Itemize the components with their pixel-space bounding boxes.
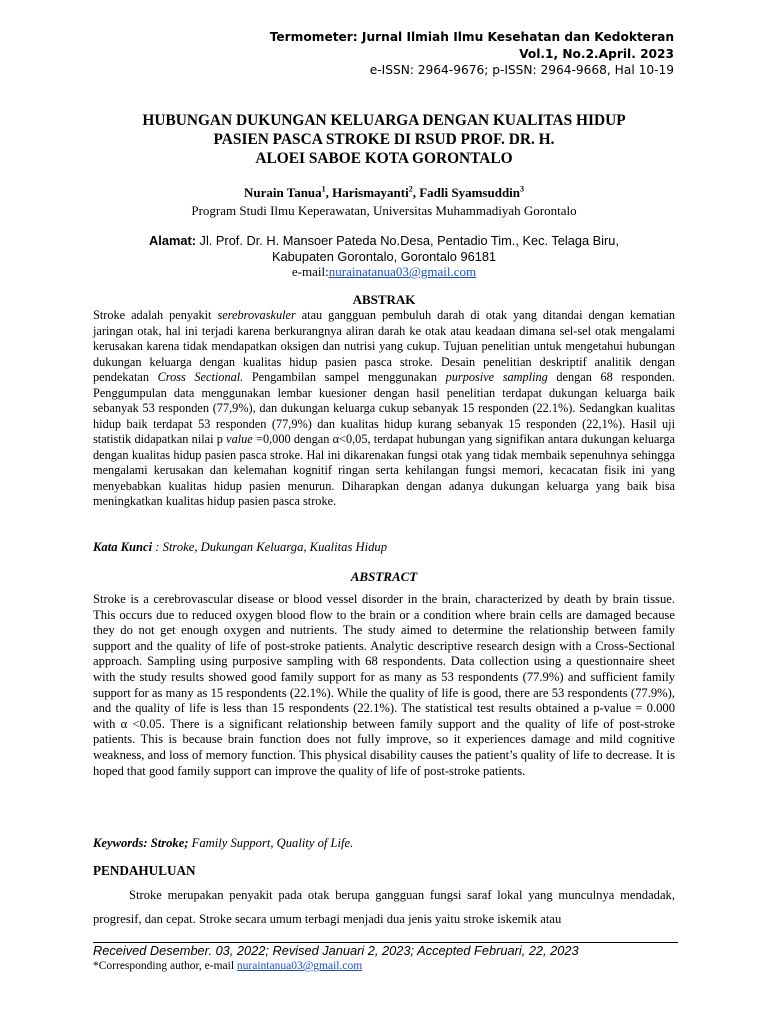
pendahuluan-text: Stroke merupakan penyakit pada otak berupa gangguan fungsi saraf lokal yang munculnya mendadak, progresif, dan cepat. Stroke secara umum terbagi menjadi dua jenis yaitu stroke iskemik atau: [93, 888, 675, 926]
pendahuluan-heading: PENDAHULUAN: [93, 863, 196, 878]
affiliation: Program Studi Ilmu Keperawatan, Universitas Muhammadiyah Gorontalo: [191, 203, 577, 218]
received-dates: Received Desember. 03, 2022; Revised Januari 2, 2023; Accepted Februari, 22, 2023: [93, 943, 579, 958]
abstrak-heading: ABSTRAK: [352, 292, 416, 307]
abstrak-text: Stroke adalah penyakit serebrovaskuler atau gangguan pembuluh darah di otak yang ditandai dengan kematian jaringan otak, hal ini terjadi karena berkurangnya aliran darah ke otak atau keadaan dimana sel-sel otak mengalami kerusakan karena tidak mendapatkan oksigen dan nutrisi yang cukup. Tujuan penelitian untuk mengetahui hubungan dukungan keluarga dengan kualitas hidup pasien pasca stroke. Desain penelitian deskriptif analitik dengan pendekatan Cross Sectional. Pengambilan sampel menggunakan purposive sampling dengan 68 responden. Penggumpulan data menggunakan lembar kuesioner dengan hasil penelitian terdapat dukungan keluarga baik sebanyak 53 responden (77,9%), dan dukungan keluarga cukup sebanyak 15 responden (22.1%). Sedangkan kualitas hidup baik terdapat 53 responden (77,9%) dan kualitas hidup kurang sebanyak 15 responden (22,1%). Hasil uji statistik didapatkan nilai p value =0,000 dengan α<0,05, terdapat hubungan yang signifikan antara dukungan keluarga dengan kualitas hidup pasien pasca stroke. Hal ini dikarenakan fungsi otak yang tidak membaik sepenuhnya sehingga mengalami kerusakan dan kelemahan kognitif ringan serta kehilangan fungsi memori, kecacatan fisik ini yang menyebabkan kualitas hidup pasien menurun. Diharapkan dengan adanya dukungan keluarga yang baik bisa meningkatkan kualitas hidup pasien pasca stroke.: [93, 308, 675, 508]
abstract-text: Stroke is a cerebrovascular disease or blood vessel disorder in the brain, characterized by death by brain tissue. This occurs due to reduced oxygen blood flow to the brain or a condition where brain cells are damaged because they do not get enough oxygen and nutrients. The study aimed to determine the relationship between family support and the quality of life of post-stroke patients. Analytic descriptive research design with a Cross-Sectional approach. Sampling using purposive sampling with 68 respondents. Data collection using a questionnaire sheet with the study results showed good family support for as many as 53 respondents (77.9%) and sufficient family support for as many as 15 respondents (22.1%). While the quality of life is good, there are 53 respondents (77.9%), and the quality of life is less than 15 respondents (22.1%). The statistical test results obtained a p-value = 0.000 with α <0.05. There is a significant relationship between family support and the quality of life of post-stroke patients. This is because brain function does not fully improve, so it experiences damage and mild cognitive weakness, and loss of memory function. This physical disability causes the patient’s quality of life to decrease. It is hoped that good family support can improve the quality of life of post-stroke patients.: [93, 592, 675, 778]
keywords: Keywords: Stroke; Family Support, Quality of Life.: [93, 836, 354, 850]
paper-title: HUBUNGAN DUKUNGAN KELUARGA DENGAN KUALITAS HIDUP PASIEN PASCA STROKE DI RSUD PROF. DR. H. ALOEI SABOE KOTA GORONTALO: [142, 112, 626, 167]
abstract-heading: ABSTRACT: [350, 569, 418, 584]
author-list: Nurain Tanua$^1$, Harismayanti$^2$, Fadli Syamsuddin$^3$: [243, 184, 525, 200]
author-email-link[interactable]: nurainatanua03@gmail.com: [328, 264, 477, 279]
kata-kunci: Kata Kunci : Stroke, Dukungan Keluarga, Kualitas Hidup: [93, 540, 387, 554]
journal-issn: e-ISSN: 2964-9676; p-ISSN: 2964-9668, Hal 10-19: [369, 63, 674, 77]
corresponding-email-link[interactable]: nuraintanua03@gmail.com: [236, 960, 363, 972]
journal-volume: Vol.1, No.2.April. 2023: [519, 47, 674, 61]
address-email: e-mail:nurainatanua03@gmail.com: [291, 264, 477, 279]
corresponding-author: *Corresponding author, e-mail nuraintanua03@gmail.com: [93, 960, 363, 972]
address-line-1: Alamat: Jl. Prof. Dr. H. Mansoer Pateda No.Desa, Pentadio Tim., Kec. Telaga Biru,: [149, 233, 619, 248]
journal-name: Termometer: Jurnal Ilmiah Ilmu Kesehatan dan Kedokteran: [269, 30, 674, 44]
address-line-2: Kabupaten Gorontalo, Gorontalo 96181: [271, 249, 497, 264]
